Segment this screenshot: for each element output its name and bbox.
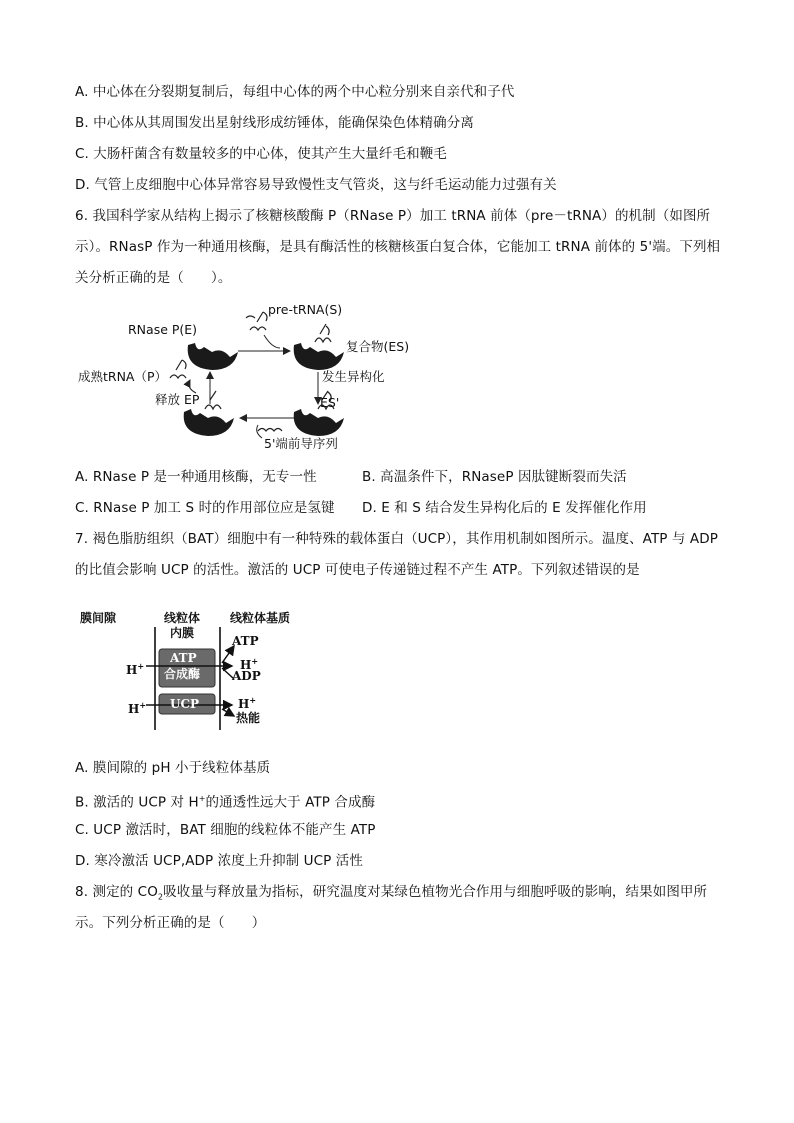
q6-stem-line1: 6. 我国科学家从结构上揭示了核糖核酸酶 P（RNase P）加工 tRNA 前体（pre－tRNA）的机制（如图所 [75, 208, 711, 224]
label-intermembrane: 膜间隙 [80, 611, 117, 625]
label-mature-trna: 成熟tRNA（P） [78, 369, 168, 384]
q7-option-d: D. 寒冷激活 UCP,ADP 浓度上升抑制 UCP 活性 [75, 853, 364, 869]
q7-stem-line1: 7. 褐色脂肪组织（BAT）细胞中有一种特殊的载体蛋白（UCP），其作用机制如图所示。温度、ATP 与 ADP [75, 531, 718, 547]
label-adp-in: ADP [232, 669, 261, 683]
label-h-left-1: H+ [126, 661, 145, 677]
arrow-atp-out [222, 646, 234, 663]
label-matrix: 线粒体基质 [230, 611, 291, 625]
q6-option-b: B. 高温条件下，RNaseP 因肽键断裂而失活 [362, 469, 627, 485]
q8-stem-line1: 8. 测定的 $CO_2$吸收量与释放量为指标，研究温度对某绿色植物光合作用与细胞呼吸的影响，结果如图甲所 [75, 884, 708, 902]
label-leader: 5'端前导序列 [264, 436, 338, 451]
label-rnase-p: RNase P(E) [128, 322, 198, 337]
q6-option-a: A. RNase P 是一种通用核酶，无专一性 [75, 469, 317, 485]
q5-option-d: D. 气管上皮细胞中心体异常容易导致慢性支气管炎，这与纤毛运动能力过强有关 [75, 177, 557, 193]
q7-stem-line2: 的比值会影响 UCP 的活性。激活的 UCP 可使电子传递链过程不产生 ATP。下列叙述错误的是 [75, 562, 640, 578]
label-inner-membrane-2: 内膜 [170, 626, 195, 640]
arrow-heat-out [222, 709, 234, 716]
q5-option-c: C. 大肠杆菌含有数量较多的中心体，使其产生大量纤毛和鞭毛 [75, 146, 447, 162]
q6-stem-line3: 关分析正确的是（ ）。 [75, 270, 232, 286]
label-h-right-1: H+ [240, 656, 259, 672]
label-h-right-2: H+ [238, 695, 257, 711]
label-atp-synthase-1: ATP [170, 651, 197, 665]
q6-stem-line2: 示）。RNasP 作为一种通用核酶，是具有酶活性的核糖核蛋白复合体，它能加工 tRNA 前体的 5'端。下列相 [75, 239, 721, 255]
label-atp-out: ATP [232, 634, 259, 648]
label-es-prime: ES' [320, 395, 340, 410]
q6-option-d: D. E 和 S 结合发生异构化后的 E 发挥催化作用 [362, 500, 647, 516]
label-ucp: UCP [170, 697, 200, 711]
q7-option-c: C. UCP 激活时，BAT 细胞的线粒体不能产生 ATP [75, 822, 376, 838]
label-atp-synthase-2: 合成酶 [164, 667, 201, 681]
label-inner-membrane-1: 线粒体 [164, 611, 201, 625]
label-heat: 热能 [236, 711, 261, 725]
q5-option-b: B. 中心体从其周围发出星射线形成纺锤体，能确保染色体精确分离 [75, 115, 474, 131]
q7-option-a: A. 膜间隙的 pH 小于线粒体基质 [75, 760, 271, 776]
q8-stem-line2: 示。下列分析正确的是（ ） [75, 915, 266, 931]
q7-option-b: B. 激活的 UCP 对 H+的通透性远大于 ATP 合成酶 [75, 794, 376, 811]
label-pre-trna: pre-tRNA(S) [268, 302, 343, 317]
label-isomerize: 发生异构化 [322, 369, 385, 384]
q5-option-a: A. 中心体在分裂期复制后，每组中心体的两个中心粒分别来自亲代和子代 [75, 84, 515, 100]
label-release-ep: 释放 EP [155, 392, 200, 407]
label-h-left-2: H+ [128, 700, 147, 716]
label-complex: 复合物(ES) [346, 339, 410, 354]
q6-option-c: C. RNase P 加工 S 时的作用部位应是氢键 [75, 500, 335, 516]
